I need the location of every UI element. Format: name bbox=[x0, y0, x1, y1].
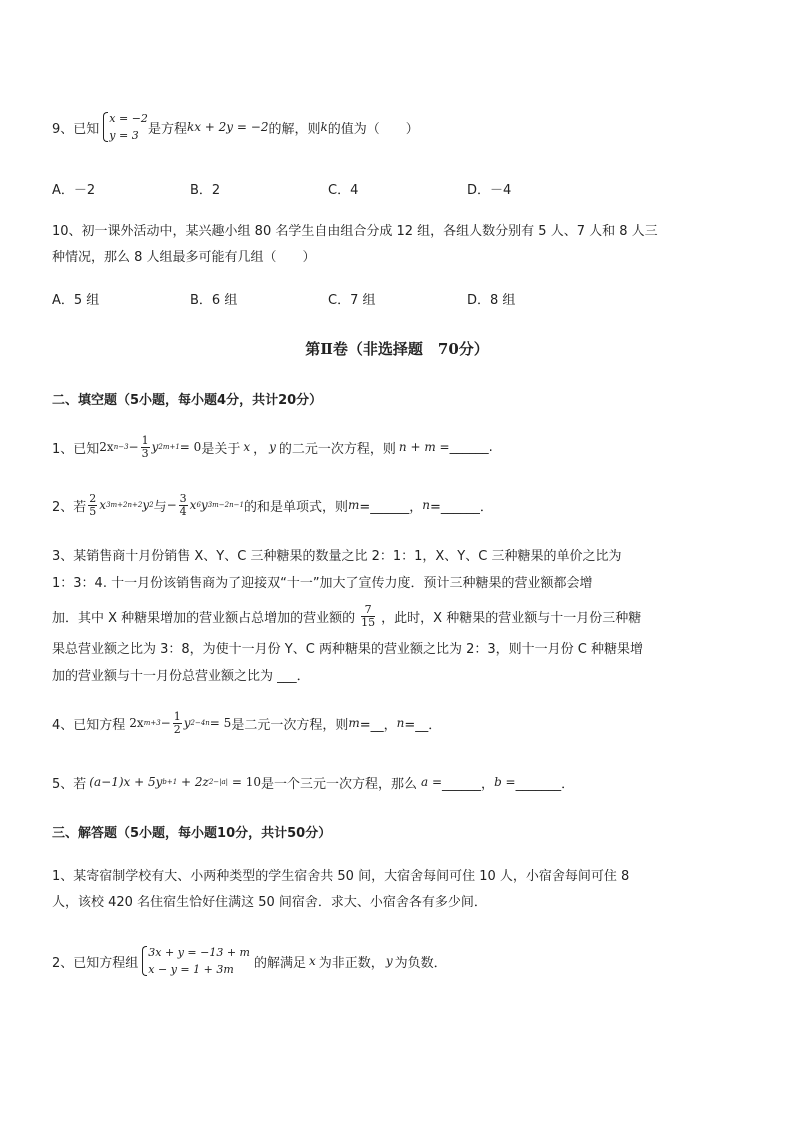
denominator: 4 bbox=[179, 504, 187, 518]
variable-n: n bbox=[396, 716, 405, 730]
operator: − bbox=[166, 498, 177, 512]
exponent: 6 bbox=[196, 501, 201, 509]
question-text: 的解满足 bbox=[254, 955, 307, 971]
equation: kx + 2y = −2 bbox=[186, 120, 269, 134]
question-10-line-2: 种情况，那么 8 人组最多可能有几组（ ） bbox=[52, 250, 316, 265]
fill-question-5 bbox=[52, 768, 574, 796]
question-text: 已知方程 bbox=[73, 717, 126, 733]
question-text: 为负数． bbox=[394, 955, 447, 971]
variable-x: x bbox=[243, 440, 251, 454]
answer-blank[interactable]: ______. bbox=[449, 439, 493, 455]
part-title: 第Ⅱ卷（非选择题 70分） bbox=[305, 340, 489, 358]
exponent: m+3 bbox=[143, 719, 161, 727]
question-text: 的值为（ ） bbox=[327, 121, 419, 137]
system-row-2: y = 3 bbox=[109, 129, 139, 142]
fill-question-3-line-1: 3、某销售商十月份销售 X、Y、C 三种糖果的数量之比 2：1：1，X、Y、C 三种糖果的单价之比为 bbox=[52, 549, 622, 564]
option-d[interactable]: D．8 组 bbox=[467, 293, 516, 308]
fraction bbox=[141, 435, 150, 460]
variable-a: a = bbox=[421, 775, 443, 789]
option-d[interactable]: D．－4 bbox=[467, 183, 512, 198]
numerator: 1 bbox=[141, 433, 149, 447]
denominator: 3 bbox=[141, 446, 149, 460]
option-a[interactable]: A．5 组 bbox=[52, 293, 100, 308]
numerator: 3 bbox=[179, 491, 187, 505]
exponent: b+1 bbox=[162, 778, 178, 786]
denominator: 5 bbox=[89, 504, 97, 518]
equals: = 0 bbox=[179, 440, 202, 454]
option-a[interactable]: A．－2 bbox=[52, 183, 96, 198]
fill-question-2 bbox=[52, 488, 493, 522]
answer-blank[interactable]: =__． bbox=[404, 717, 442, 733]
expression: + 2z bbox=[177, 775, 209, 789]
exponent: 3m+2n+2 bbox=[106, 501, 143, 509]
equation-system bbox=[101, 110, 148, 144]
option-c[interactable]: C．7 组 bbox=[328, 293, 376, 308]
term: y bbox=[183, 716, 191, 730]
question-text: 为非正数， bbox=[318, 955, 384, 971]
question-text: 是方程 bbox=[147, 121, 187, 137]
fill-question-3-line-3 bbox=[52, 598, 641, 634]
exponent: 3m−2n−1 bbox=[207, 501, 244, 509]
answer-blank[interactable]: =______． bbox=[429, 499, 493, 515]
variable-m: m bbox=[348, 716, 360, 730]
section-heading: 二、填空题（5小题，每小题4分，共计20分） bbox=[52, 393, 323, 408]
question-number: 9、 bbox=[52, 121, 74, 137]
question-text: 与 bbox=[153, 499, 167, 515]
term: y bbox=[200, 498, 208, 512]
variable-y: y bbox=[385, 954, 393, 968]
question-text: 已知 bbox=[73, 441, 100, 457]
option-b[interactable]: B．2 bbox=[190, 183, 221, 198]
fill-question-3-line-5: 加的营业额与十一月份总营业额之比为 ___． bbox=[52, 669, 310, 684]
expression: n + m = bbox=[398, 440, 450, 454]
option-b[interactable]: B．6 组 bbox=[190, 293, 238, 308]
option-c[interactable]: C．4 bbox=[328, 183, 359, 198]
answer-blank[interactable]: ______， bbox=[442, 776, 495, 792]
question-text: ，此时，X 种糖果的营业额与十一月份三种糖 bbox=[381, 610, 642, 626]
question-text: 的解，则 bbox=[268, 121, 321, 137]
numerator: 7 bbox=[361, 604, 375, 617]
system-row-1: x = −2 bbox=[109, 112, 148, 125]
fraction bbox=[179, 493, 188, 518]
question-text: 若 bbox=[73, 499, 87, 515]
question-number: 2、 bbox=[52, 955, 74, 971]
variable-m: m bbox=[347, 498, 360, 512]
term: x bbox=[99, 498, 107, 512]
question-number: 2、 bbox=[52, 499, 74, 515]
fraction bbox=[88, 493, 97, 518]
fill-question-4 bbox=[52, 705, 441, 741]
question-text: 加．其中 X 种糖果增加的营业额占总增加的营业额的 bbox=[52, 610, 356, 626]
question-number: 1、 bbox=[52, 441, 74, 457]
answer-blank[interactable]: _______． bbox=[515, 776, 575, 792]
fill-question-3-line-4: 果总营业额之比为 3：8，为使十一月份 Y、C 两种糖果的营业额之比为 2：3，则十一月份 C 种糖果增 bbox=[52, 642, 643, 657]
operator: − bbox=[160, 716, 171, 730]
equals: = 10 bbox=[228, 775, 261, 789]
exponent: 2 bbox=[149, 501, 154, 509]
variable-n: n bbox=[422, 498, 430, 512]
equation-system bbox=[140, 944, 250, 978]
variable-k: k bbox=[320, 120, 328, 134]
section-heading: 三、解答题（5小题，每小题10分，共计50分） bbox=[52, 826, 332, 841]
operator: − bbox=[128, 440, 139, 454]
answer-blank[interactable]: =__， bbox=[359, 717, 397, 733]
numerator: 1 bbox=[173, 709, 181, 723]
variable-b: b = bbox=[494, 775, 516, 789]
question-number: 5、 bbox=[52, 776, 74, 792]
question-text: 是关于 bbox=[201, 441, 241, 457]
question-text: 已知方程组 bbox=[73, 955, 139, 971]
fill-question-3-line-2: 1：3：4. 十一月份该销售商为了迎接双“十一”加大了宣传力度．预计三种糖果的营业额都会增 bbox=[52, 576, 593, 591]
answer-question-2 bbox=[52, 941, 447, 981]
exponent: 2−4n bbox=[190, 719, 210, 727]
question-text: 已知 bbox=[73, 121, 100, 137]
answer-question-1-line-2: 人，该校 420 名住宿生恰好住满这 50 间宿舍．求大、小宿舍各有多少间． bbox=[52, 895, 487, 910]
question-text: 是一个三元一次方程，那么 bbox=[261, 776, 418, 792]
expression: (a−1)x + 5y bbox=[89, 775, 163, 789]
question-number: 4、 bbox=[52, 717, 74, 733]
question-9 bbox=[52, 108, 419, 146]
question-text: 的和是单项式，则 bbox=[243, 499, 348, 515]
denominator: 2 bbox=[173, 722, 181, 736]
answer-question-1-line-1: 1、某寄宿制学校有大、小两种类型的学生宿舍共 50 间，大宿舍每间可住 10 人，小宿舍每间可住 8 bbox=[52, 869, 630, 884]
fill-question-1 bbox=[52, 430, 493, 464]
system-row-1: 3x + y = −13 + m bbox=[148, 946, 250, 959]
term: x bbox=[189, 498, 197, 512]
term: 2x bbox=[129, 716, 144, 730]
denominator: 15 bbox=[361, 615, 376, 629]
term: y bbox=[151, 440, 159, 454]
question-text: 若 bbox=[73, 776, 87, 792]
fraction bbox=[361, 604, 375, 629]
variable-y: y bbox=[269, 440, 276, 454]
exponent: 2m+1 bbox=[158, 443, 180, 451]
question-text: ， bbox=[253, 441, 267, 457]
question-10-line-1: 10、初一课外活动中，某兴趣小组 80 名学生自由组合分成 12 组，各组人数分别有 5 人、7 人和 8 人三 bbox=[52, 224, 658, 239]
exponent: 2−|a| bbox=[208, 778, 229, 786]
system-row-2: x − y = 1 + 3m bbox=[148, 963, 234, 976]
question-text: 的二元一次方程，则 bbox=[278, 441, 396, 457]
term: 2x bbox=[99, 440, 114, 454]
numerator: 2 bbox=[89, 491, 97, 505]
equals: = 5 bbox=[209, 716, 232, 730]
variable-x: x bbox=[309, 954, 316, 968]
fraction bbox=[173, 711, 182, 736]
question-text: 是二元一次方程，则 bbox=[231, 717, 349, 733]
term: y bbox=[142, 498, 150, 512]
answer-blank[interactable]: =______， bbox=[359, 499, 423, 515]
exponent: n−3 bbox=[113, 443, 129, 451]
